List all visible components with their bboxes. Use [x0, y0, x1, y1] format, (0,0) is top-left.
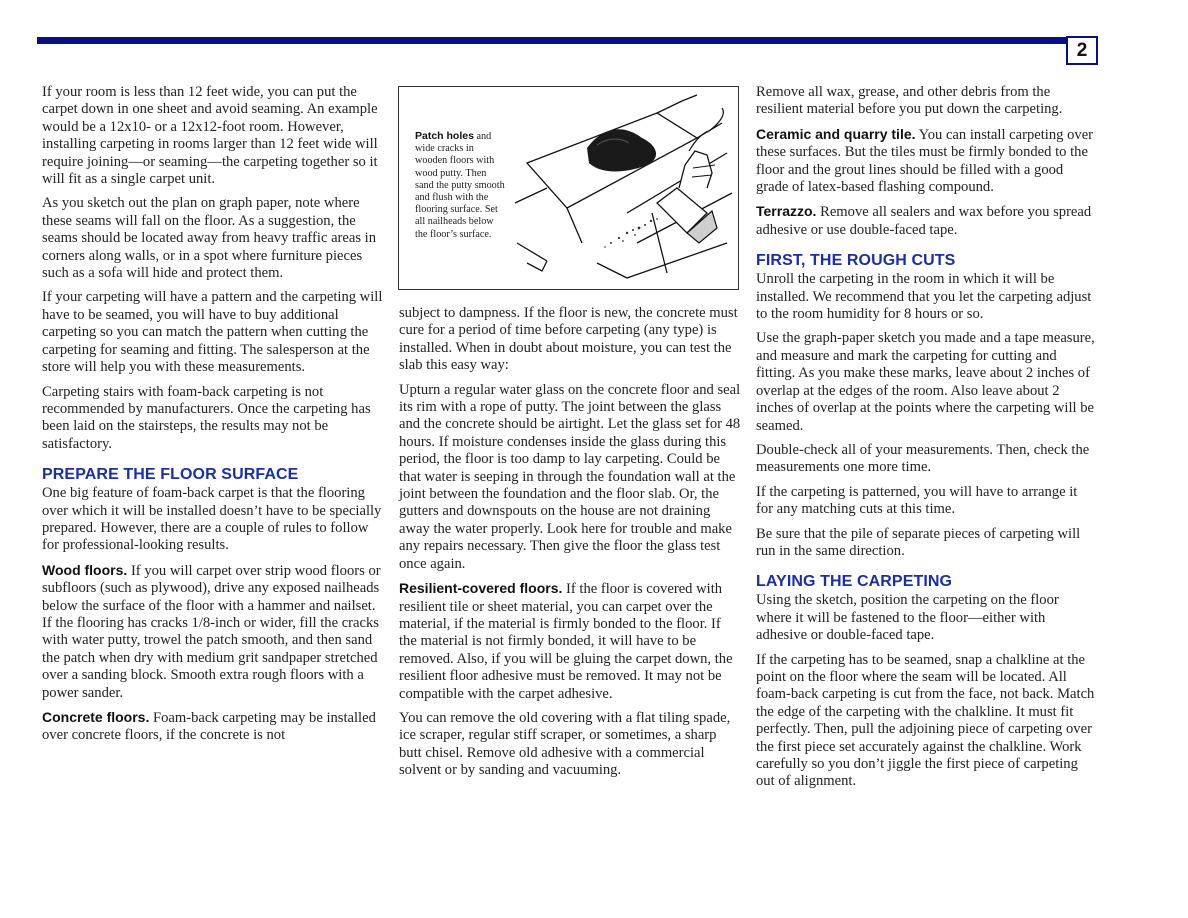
- section-heading-laying: LAYING THE CARPETING: [756, 573, 953, 591]
- section-heading-prepare: PREPARE THE FLOOR SURFACE: [42, 466, 299, 484]
- caption-text: and wide cracks in wooden floors with wood putty. Then sand the putty smooth and flush with the flooring surface. Set all nailheads below the floor’s surface.: [415, 131, 505, 240]
- paragraph: Be sure that the pile of separate pieces of carpeting will run in the same direction.: [756, 525, 1081, 559]
- paragraph: If your carpeting will have a pattern and the carpeting will have to be seamed, you will have to buy additional carpeting so you can match the pattern when cutting the carpeting for seaming and fitting. The salesperson at the store will help you with these measurements.: [42, 289, 383, 376]
- paragraph: subject to dampness. If the floor is new, the concrete must cure for a period of time before carpeting (any type) is installed. When in doubt about moisture, you can test the slab this easy way:: [399, 305, 738, 374]
- paragraph-wood-floors: [42, 562, 387, 702]
- paragraph: Carpeting stairs with foam-back carpeting is not recommended by manufacturers. Once the carpeting has been laid on the stairsteps, the results may not be satisfactory.: [42, 383, 371, 452]
- paragraph-ceramic-tile: [756, 126, 1096, 197]
- paragraph-text: If the floor is covered with resilient tile or sheet material, you can carpet over the material, if the material is firmly bonded to the floor. If the material is not firmly bonded, it will have to be removed. Also, if you will be gluing the carpet down, the resilient floor adhesive must be removed. It may not be compatible with the carpet adhesive.: [399, 581, 733, 702]
- paragraph: Using the sketch, position the carpeting on the floor where it will be fastened to the floor—either with adhesive or double-faced tape.: [756, 592, 1059, 644]
- paragraph-text: You can install carpeting over these surfaces. But the tiles must be firmly bonded to the floor and the grout lines should be filled with a good grade of latex-based flashing compound.: [756, 126, 1094, 196]
- paragraph: If the carpeting is patterned, you will have to arrange it for any matching cuts at this time.: [756, 483, 1078, 518]
- paragraph: One big feature of foam-back carpet is that the flooring over which it will be installed doesn’t have to be specially prepared. However, there are a couple of rules to follow for professional-looking results.: [42, 485, 382, 554]
- paragraph: Unroll the carpeting in the room in which it will be installed. We recommend that you let the carpeting adjust to the room humidity for 8 hours or so.: [756, 271, 1092, 323]
- paragraph: Upturn a regular water glass on the concrete floor and seal its rim with a rope of putty. The joint between the glass and the concrete should be airtight. Let the glass set for 48 hours. If moisture condenses inside the glass during this period, the floor is too damp to lay carpeting. Could be that water is seeping in through the foundation wall at the joint between the foundation and the floor slab. Or, the gutters and downspouts on the house are not draining away the water properly. Look here for trouble and make any repairs necessary. Then give the floor the glass test once again.: [399, 381, 741, 572]
- paragraph-resilient-floors: [399, 580, 741, 703]
- paragraph: Double-check all of your measurements. Then, check the measurements one more time.: [756, 441, 1090, 476]
- run-in-heading: Resilient-covered floors.: [399, 580, 563, 597]
- caption-lead: Patch holes: [415, 130, 474, 142]
- column-1: [42, 84, 387, 752]
- paragraph-text: Foam-back carpeting may be installed over concrete floors, if the concrete is not: [42, 710, 376, 744]
- figure-caption: [415, 130, 505, 241]
- run-in-heading: Terrazzo.: [756, 203, 817, 220]
- run-in-heading: Wood floors.: [42, 561, 128, 578]
- paragraph-text: If you will carpet over strip wood floors or subfloors (such as plywood), drive any exposed nailheads below the surface of the floor with a hammer and nailset. If the flooring has cracks 1/8-inch or wider, fill the cracks with water putty, trowel the patch smooth, and then sand the patch when dry with medium grit sandpaper stretched over a sanding block. Smooth extra rough floors with a power sander.: [42, 562, 381, 701]
- paragraph-text: Remove all sealers and wax before you spread adhesive or use double-faced tape.: [756, 204, 1092, 238]
- column-3: [756, 84, 1096, 798]
- paragraph: Use the graph-paper sketch you made and a tape measure, and measure and mark the carpeting for cutting and fitting. As you make these marks, leave about 2 inches of overlap at the edges of the room. Also leave about 2 inches of overlap at the points where the carpeting will be seamed.: [756, 330, 1095, 434]
- paragraph: You can remove the old covering with a flat tiling spade, ice scraper, regular stiff scraper, or sometimes, a sharp butt chisel. Remove old adhesive with a commercial solvent or by sanding and vacuuming.: [399, 709, 731, 779]
- page-number: 2: [1066, 36, 1098, 65]
- section-heading-rough-cuts: FIRST, THE ROUGH CUTS: [756, 252, 956, 270]
- paragraph: If the carpeting has to be seamed, snap a chalkline at the point on the floor where the seam will be located. All foam-back carpeting is cut from the face, not back. Match the edge of the carpeting with the chalkline. It must fit perfectly. Then, pull the adjoining piece of carpeting over the first piece set accurately against the chalkline. Work carefully so you don’t jiggle the first piece of carpeting out of alignment.: [756, 651, 1095, 790]
- figure-patch-holes: [398, 86, 739, 290]
- run-in-heading: Ceramic and quarry tile.: [756, 125, 916, 142]
- paragraph: Remove all wax, grease, and other debris from the resilient material before you put down the carpeting.: [756, 84, 1063, 118]
- putty-knife-illustration: [507, 93, 735, 285]
- paragraph-concrete-floors: [42, 709, 387, 745]
- paragraph: As you sketch out the plan on graph paper, note where these seams will fall on the floor. As a suggestion, the seams should be located away from heavy traffic areas in corners along walls, or in a spot where furniture pieces such as a sofa will hide and protect them.: [42, 195, 377, 282]
- paragraph: If your room is less than 12 feet wide, you can put the carpet down in one sheet and avoid seaming. An example would be a 12x10- or a 12x12-foot room. However, installing carpeting in rooms larger than 12 feet wide will require joining—or seaming—the carpeting together so it will fit as a single carpet unit.: [42, 84, 378, 188]
- run-in-heading: Concrete floors.: [42, 709, 150, 725]
- paragraph-terrazzo: [756, 203, 1096, 239]
- header-rule: [37, 37, 1066, 44]
- column-2: [399, 305, 741, 787]
